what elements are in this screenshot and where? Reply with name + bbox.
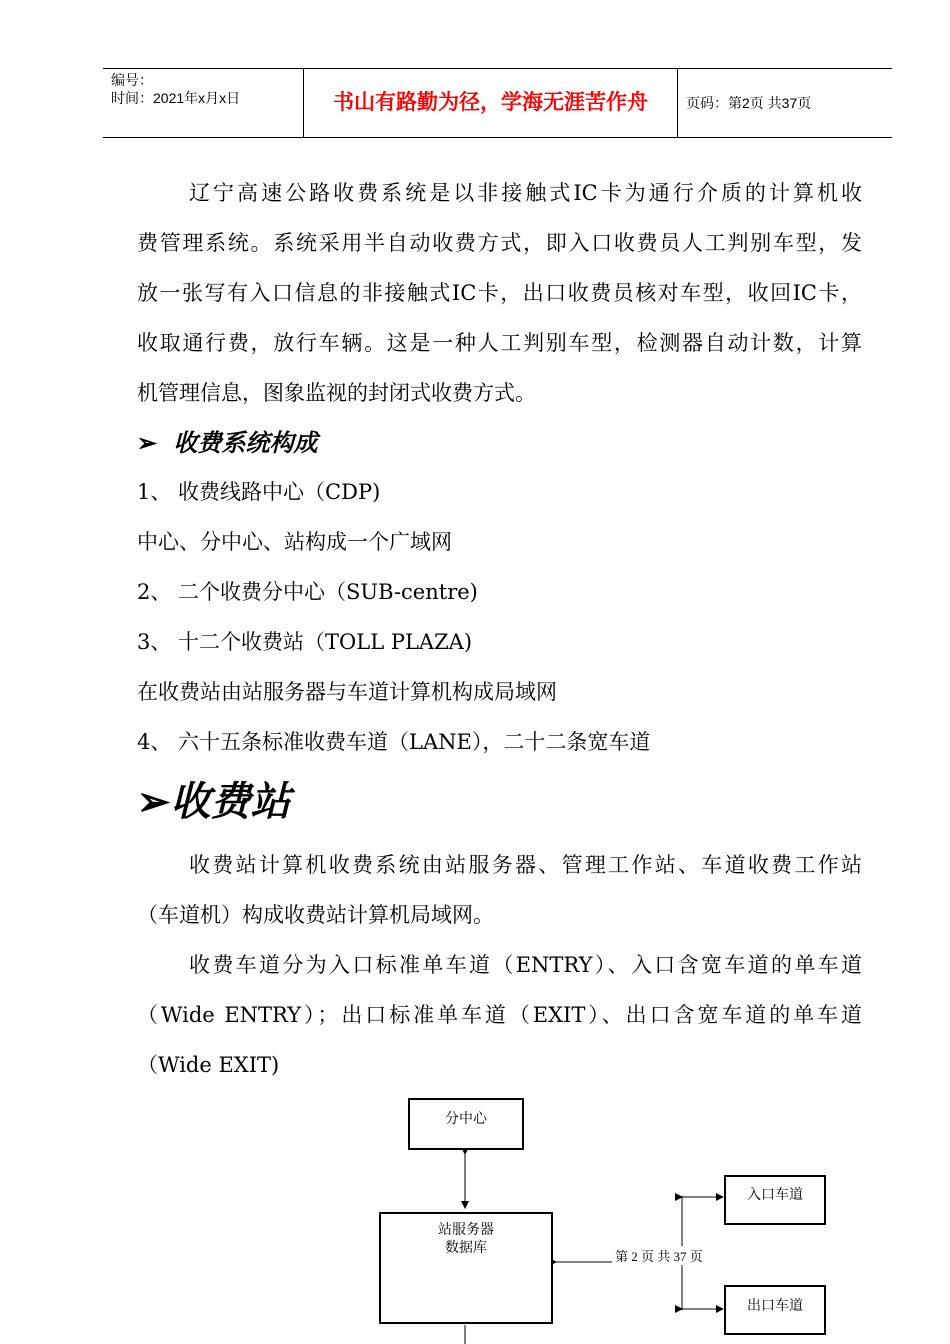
exit-lane-label: 出口车道 [747,1297,803,1313]
station-server-box [379,1212,553,1324]
list-item: 在收费站由站服务器与车道计算机构成局域网 [137,680,557,704]
list-item: 3、 十二个收费站（TOLL PLAZA) [137,630,473,654]
page-footer: 第 2 页 共 37 页 [612,1246,706,1265]
arrow-bullet-icon: ➢ [137,778,171,825]
paragraph-line: （车道机）构成收费站计算机局域网。 [137,903,494,927]
intro-line: 费管理系统。系统采用半自动收费方式，即入口收费员人工判别车型，发 [137,231,862,255]
section-title: 收费系统构成 [173,428,318,457]
header-motto: 书山有路勤为径，学海无涯苦作舟 [303,69,678,137]
paragraph-line: （Wide ENTRY）；出口标准单车道（EXIT）、出口含宽车道的单车道 [137,1003,862,1027]
list-item: 4、 六十五条标准收费车道（LANE），二十二条宽车道 [137,730,651,754]
intro-line: 辽宁高速公路收费系统是以非接触式IC卡为通行介质的计算机收 [189,181,862,205]
subcenter-label: 分中心 [445,1110,487,1126]
list-item: 中心、分中心、站构成一个广域网 [137,530,452,554]
list-item: 2、 二个收费分中心（SUB-centre) [137,580,478,604]
header-page-info: 页码：第2页 共37页 [686,95,812,111]
intro-line: 放一张写有入口信息的非接触式IC卡，出口收费员核对车型，收回IC卡， [137,281,862,305]
list-item: 1、 收费线路中心（CDP) [137,480,381,504]
intro-line: 收取通行费，放行车辆。这是一种人工判别车型，检测器自动计数，计算 [137,331,862,355]
number-label: 编号： [111,72,153,88]
database-label: 数据库 [445,1239,487,1255]
entry-lane-label: 入口车道 [747,1186,803,1202]
arrow-bullet-icon: ➢ [137,428,158,457]
entry-lane-box [724,1175,826,1225]
paragraph-line: （Wide EXIT) [137,1053,280,1077]
paragraph-line: 收费车道分为入口标准单车道（ENTRY）、入口含宽车道的单车道 [189,953,862,977]
server-label: 站服务器 [438,1221,494,1237]
section-title: 收费站 [170,778,291,825]
intro-line: 机管理信息，图象监视的封闭式收费方式。 [137,381,536,405]
exit-lane-box [724,1285,826,1335]
paragraph-line: 收费站计算机收费系统由站服务器、管理工作站、车道收费工作站 [189,853,862,877]
subcenter-box [408,1098,524,1150]
time-label: 时间：2021年x月x日 [111,90,241,106]
